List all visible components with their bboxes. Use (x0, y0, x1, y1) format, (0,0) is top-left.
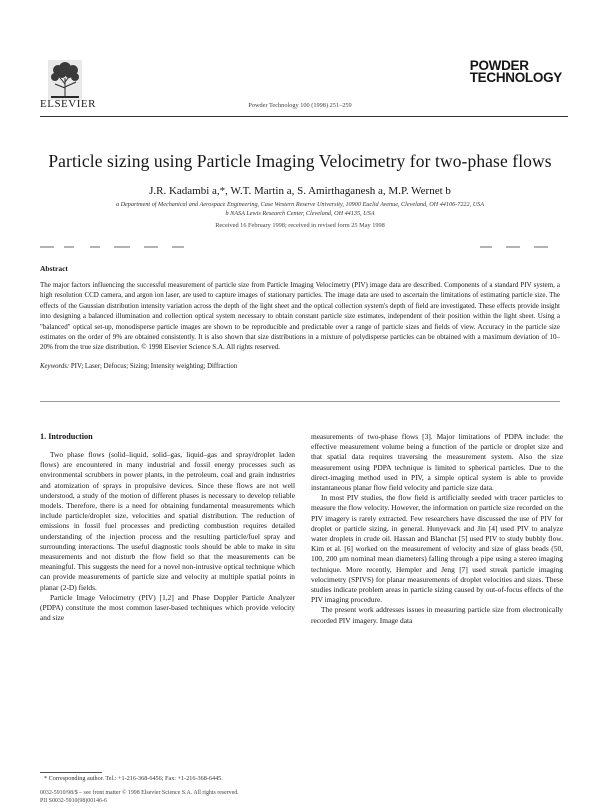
keywords (40, 363, 237, 370)
right-paragraph-1: measurements of two-phase flows [3]. Major limitations of PDPA include: the effective measurement volume being a function of the particle or droplet size and that spatial data requires traversing the measurement system. Also the size measurement using PDPA technique is limited to spherical particles. Due to the direct-imaging method used in PIV, a simple optical system is able to provide instantaneous planar flow field velocity and particle size data. (311, 432, 563, 493)
journal-name-line1: POWDER (469, 58, 529, 73)
elsevier-tree-logo (48, 60, 82, 100)
pii-line: PII S0032-5910(98)00146-6 (40, 798, 107, 804)
journal-name (470, 60, 562, 84)
left-paragraph-1: Two phase flows (solid–liquid, solid–gas, liquid–gas and spray/droplet laden flows) are encountered in many industrial and fossil energy processes such as environmental scrubbers in power plants, in the petroleum, coal and grain industries and atomization of sprays in propulsive devices. Since these flows are not well understood, a study of the motion of different phases is necessary to develop reliable models. Therefore, there is a need for obtaining fundamental measurements which include particle/droplet size, velocities and spatial distribution. The reduction of emissions in fossil fuel processes and predicting combustion requires detailed understanding of the injection process and the resulting particle/fuel spray and surrounding interactions. The useful diagnostic tools should be able to make in situ measurements and not disturb the flow field so that the measurements can be meaningful. This suggests the need for a novel non-intrusive optical technique which can provide measurements of particle size and velocity at multiple spatial points in planar (2-D) fields. (40, 450, 295, 592)
abstract-text: The major factors influencing the successful measurement of particle size from Particle Imaging Velocimetry (PIV) image data are described. Components of a standard PIV system, a high resolution CCD camera, and argon ion laser, are used to capture images of stationary particles. The image data are used to ascertain the limitations of estimating particle size. The effects of the Gaussian distribution intensity variation across the depth of the light sheet and the optical collection system's depth of field are investigated. These effects provide insight into designing a balanced illumination and collection optical system necessary to obtain constant particle size estimates, independent of their position within the light sheet. Using a "balanced" optical set-up, monodisperse particle images are shown to be reproducible and predictable over a range of particle sizes and fields of view. Accuracy in the particle size estimates on the order of 9% are obtained consistently. It is also shown that size distributions in a mixture of polydisperse particles can be obtained with a maximum deviation of 10–20% from the true size distribution. © 1998 Elsevier Science S.A. All rights reserved. (40, 281, 560, 352)
keywords-label: Keywords: (40, 363, 70, 370)
header-rule (40, 116, 568, 117)
left-paragraph-2: Particle Image Velocimetry (PIV) [1,2] and Phase Doppler Particle Analyzer (PDPA) constitute the most common laser-based techniques which provide velocity and size (40, 592, 295, 623)
section-heading-introduction: 1. Introduction (40, 432, 93, 441)
corresponding-author-footnote: * Corresponding author. Tel.: +1-216-368-6456; Fax: +1-216-368-6445. (44, 775, 223, 782)
column-separator-rule (40, 401, 560, 402)
author-list: J.R. Kadambi a,*, W.T. Martin a, S. Amirthaganesh a, M.P. Wernet b (149, 185, 451, 197)
right-paragraph-3: The present work addresses issues in measuring particle size from electronically recorded PIV imagery. Image data (311, 605, 563, 625)
abstract-heading: Abstract (40, 264, 68, 273)
article-title: Particle sizing using Particle Imaging Velocimetry for two-phase flows (48, 151, 552, 171)
right-paragraph-2: In most PIV studies, the flow field is artificially seeded with tracer particles to measure the flow velocity. However, the information on particle size recorded on the PIV imagery is rarely extracted. Few researchers have discussed the use of PIV for droplet or particle sizing, in general. Hunyevack and Jin [4] used PIV to analyze water droplets in crude oil. Hassan and Blanchat [5] used PIV to study bubbly flow. Kim et al. [6] worked on the measurement of velocity and size of glass beads (50, 100, 200 μm nominal mean diameters) falling through a pipe using a stereo imaging technique. More recently, Hempler and Jeng [7] used streak particle imaging velocimetry (SPIVS) for planar measurements of droplet velocities and sizes. These studies indicate problem areas in particle sizing caused by out-of-focus effects of the PIV imaging procedure. (311, 493, 563, 605)
publisher-name: ELSEVIER (40, 98, 96, 110)
issn-block (40, 789, 239, 805)
separator-dashes (40, 244, 560, 250)
left-column (40, 450, 295, 623)
issn-line: 0032-5910/98/$ – see front matter © 1998 Elsevier Science S.A. All rights reserved. (40, 790, 239, 796)
journal-reference: Powder Technology 100 (1998) 251–259 (248, 102, 352, 109)
footnote-rule (40, 772, 102, 773)
affiliation-b: b NASA Lewis Research Center, Cleveland, OH 44135, USA (225, 210, 375, 217)
received-dates: Received 16 February 1998; received in revised form 25 May 1998 (215, 222, 385, 229)
keywords-text: PIV; Laser; Defocus; Sizing; Intensity weighting; Diffraction (69, 363, 238, 370)
right-column (311, 432, 563, 626)
affiliation-a: a Department of Mechanical and Aerospace Engineering, Case Western Reserve University, 10900 Euclid Avenue, Cleveland, OH 44106-7222, USA (115, 201, 485, 208)
journal-name-line2: TECHNOLOGY (469, 70, 562, 85)
